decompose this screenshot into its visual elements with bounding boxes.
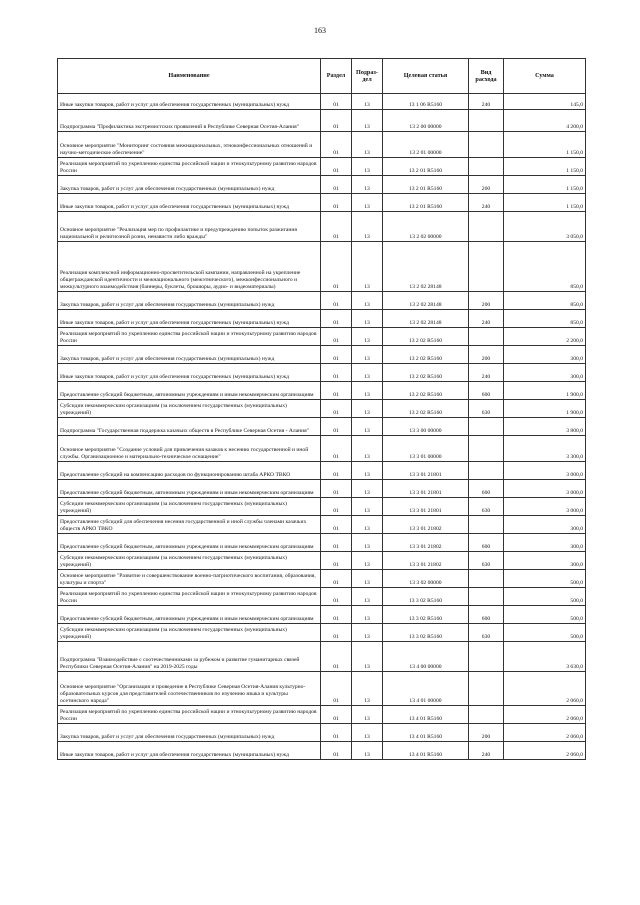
table-row xyxy=(58,212,586,242)
cell-subsection: 13 xyxy=(352,158,383,176)
cell-name: Закупка товаров, работ и услуг для обеспечения государственных (муниципальных) нужд xyxy=(58,292,321,310)
cell-target-article: 13 4 01 00000 xyxy=(383,672,469,706)
table-row xyxy=(58,552,586,570)
cell-subsection: 13 xyxy=(352,498,383,516)
table-row xyxy=(58,242,586,292)
cell-expense-type: 600 xyxy=(469,606,504,624)
cell-name: Иные закупки товаров, работ и услуг для обеспечения государственных (муниципальных) нужд xyxy=(58,364,321,382)
cell-subsection: 13 xyxy=(352,724,383,742)
cell-target-article: 13 2 02 R5160 xyxy=(383,328,469,346)
cell-name: Предоставление субсидий бюджетным, автономным учреждениям и иным некоммерческим организациям xyxy=(58,534,321,552)
cell-amount: 300,0 xyxy=(504,516,586,534)
cell-section: 01 xyxy=(321,158,352,176)
cell-amount: 1 900,0 xyxy=(504,400,586,418)
cell-name: Субсидии некоммерческим организациям (за исключением государственных (муниципальных) учреждений) xyxy=(58,624,321,642)
cell-expense-type xyxy=(469,436,504,462)
cell-target-article: 13 3 01 21801 xyxy=(383,498,469,516)
table-row xyxy=(58,310,586,328)
cell-subsection: 13 xyxy=(352,110,383,132)
table-row xyxy=(58,400,586,418)
table-row xyxy=(58,516,586,534)
cell-amount: 500,0 xyxy=(504,624,586,642)
cell-section: 01 xyxy=(321,588,352,606)
table-row xyxy=(58,382,586,400)
cell-amount: 2 200,0 xyxy=(504,328,586,346)
cell-name: Реализация мероприятий по укреплению единства российской нации и этнокультурному развитию народов России xyxy=(58,588,321,606)
cell-name: Предоставление субсидий бюджетным, автономным учреждениям и иным некоммерческим организациям xyxy=(58,606,321,624)
cell-target-article: 13 2 02 28148 xyxy=(383,242,469,292)
cell-amount: 850,0 xyxy=(504,292,586,310)
cell-name: Иные закупки товаров, работ и услуг для обеспечения государственных (муниципальных) нужд xyxy=(58,194,321,212)
cell-subsection: 13 xyxy=(352,364,383,382)
header-subsection: Подраз-дел xyxy=(352,59,383,94)
cell-target-article: 13 3 02 R5160 xyxy=(383,624,469,642)
cell-section: 01 xyxy=(321,176,352,194)
cell-subsection: 13 xyxy=(352,94,383,110)
cell-amount: 3 000,0 xyxy=(504,480,586,498)
cell-subsection: 13 xyxy=(352,310,383,328)
cell-expense-type xyxy=(469,132,504,158)
cell-expense-type: 630 xyxy=(469,498,504,516)
cell-name: Иные закупки товаров, работ и услуг для обеспечения государственных (муниципальных) нужд xyxy=(58,310,321,328)
cell-expense-type: 630 xyxy=(469,552,504,570)
cell-expense-type: 200 xyxy=(469,292,504,310)
table-row xyxy=(58,328,586,346)
table-row xyxy=(58,176,586,194)
cell-name: Предоставление субсидий на компенсацию расходов по функционированию штаба АРКО ТВКО xyxy=(58,462,321,480)
table-row xyxy=(58,742,586,760)
cell-amount: 850,0 xyxy=(504,310,586,328)
header-section: Раздел xyxy=(321,59,352,94)
cell-section: 01 xyxy=(321,606,352,624)
header-expense-type: Вид расхода xyxy=(469,59,504,94)
table-row xyxy=(58,292,586,310)
table-row xyxy=(58,570,586,588)
page-number: 163 xyxy=(314,26,326,35)
header-name: Наименование xyxy=(58,59,321,94)
cell-target-article: 13 4 01 R5160 xyxy=(383,742,469,760)
cell-expense-type: 240 xyxy=(469,194,504,212)
cell-amount: 1 150,0 xyxy=(504,158,586,176)
table-row xyxy=(58,706,586,724)
cell-section: 01 xyxy=(321,364,352,382)
cell-name: Субсидии некоммерческим организациям (за исключением государственных (муниципальных) учреждений) xyxy=(58,498,321,516)
cell-subsection: 13 xyxy=(352,588,383,606)
cell-section: 01 xyxy=(321,480,352,498)
table-header-row xyxy=(58,59,586,94)
cell-expense-type: 240 xyxy=(469,310,504,328)
cell-amount: 3 800,0 xyxy=(504,418,586,436)
cell-subsection: 13 xyxy=(352,328,383,346)
cell-expense-type: 200 xyxy=(469,176,504,194)
table-row xyxy=(58,418,586,436)
cell-target-article: 13 3 01 21801 xyxy=(383,462,469,480)
cell-target-article: 13 2 02 28148 xyxy=(383,292,469,310)
table-row xyxy=(58,588,586,606)
cell-amount: 1 150,0 xyxy=(504,176,586,194)
cell-expense-type xyxy=(469,642,504,672)
cell-amount: 2 060,0 xyxy=(504,672,586,706)
cell-amount: 2 060,0 xyxy=(504,742,586,760)
cell-section: 01 xyxy=(321,462,352,480)
cell-target-article: 13 3 02 R5160 xyxy=(383,606,469,624)
cell-subsection: 13 xyxy=(352,516,383,534)
cell-name: Иные закупки товаров, работ и услуг для обеспечения государственных (муниципальных) нужд xyxy=(58,742,321,760)
cell-name: Основное мероприятие "Организация и проведение в Республике Северная Осетия-Алания культурно-образовательных курсов для представителей соотечественников по изучению языка и культуры осетинского народа" xyxy=(58,672,321,706)
cell-subsection: 13 xyxy=(352,382,383,400)
cell-expense-type xyxy=(469,706,504,724)
cell-section: 01 xyxy=(321,242,352,292)
cell-section: 01 xyxy=(321,672,352,706)
cell-subsection: 13 xyxy=(352,624,383,642)
cell-section: 01 xyxy=(321,382,352,400)
table-row xyxy=(58,624,586,642)
table-row xyxy=(58,346,586,364)
cell-expense-type: 200 xyxy=(469,724,504,742)
cell-amount: 4 200,0 xyxy=(504,110,586,132)
table-row xyxy=(58,606,586,624)
cell-amount: 850,0 xyxy=(504,242,586,292)
cell-subsection: 13 xyxy=(352,672,383,706)
cell-target-article: 13 3 01 21801 xyxy=(383,480,469,498)
cell-section: 01 xyxy=(321,642,352,672)
cell-name: Закупка товаров, работ и услуг для обеспечения государственных (муниципальных) нужд xyxy=(58,724,321,742)
cell-section: 01 xyxy=(321,498,352,516)
cell-section: 01 xyxy=(321,310,352,328)
cell-name: Закупка товаров, работ и услуг для обеспечения государственных (муниципальных) нужд xyxy=(58,346,321,364)
cell-target-article: 13 2 01 R5160 xyxy=(383,158,469,176)
cell-section: 01 xyxy=(321,400,352,418)
cell-name: Предоставление субсидий бюджетным, автономным учреждениям и иным некоммерческим организациям xyxy=(58,382,321,400)
header-amount: Сумма xyxy=(504,59,586,94)
cell-target-article: 13 4 00 00000 xyxy=(383,642,469,672)
cell-section: 01 xyxy=(321,570,352,588)
table-row xyxy=(58,364,586,382)
cell-expense-type: 240 xyxy=(469,94,504,110)
cell-section: 01 xyxy=(321,132,352,158)
cell-target-article: 13 3 02 R5160 xyxy=(383,588,469,606)
cell-name: Основное мероприятие "Развитие и совершенствование военно-патриотического воспитания, образования, культуры и спорта" xyxy=(58,570,321,588)
cell-expense-type: 200 xyxy=(469,346,504,364)
cell-amount: 1 150,0 xyxy=(504,194,586,212)
table-row xyxy=(58,480,586,498)
cell-subsection: 13 xyxy=(352,176,383,194)
cell-target-article: 13 4 01 R5160 xyxy=(383,724,469,742)
cell-amount: 300,0 xyxy=(504,364,586,382)
cell-name: Подпрограмма "Государственная поддержка казачьих обществ в Республике Северная Осетия - Алания" xyxy=(58,418,321,436)
cell-section: 01 xyxy=(321,552,352,570)
cell-subsection: 13 xyxy=(352,436,383,462)
cell-name: Субсидии некоммерческим организациям (за исключением государственных (муниципальных) учреждений) xyxy=(58,552,321,570)
cell-amount: 300,0 xyxy=(504,346,586,364)
cell-expense-type: 630 xyxy=(469,624,504,642)
cell-amount: 1 150,0 xyxy=(504,132,586,158)
cell-section: 01 xyxy=(321,194,352,212)
table-row xyxy=(58,672,586,706)
cell-amount: 3 000,0 xyxy=(504,462,586,480)
cell-section: 01 xyxy=(321,94,352,110)
cell-amount: 3 300,0 xyxy=(504,436,586,462)
cell-target-article: 13 3 01 21802 xyxy=(383,534,469,552)
cell-section: 01 xyxy=(321,534,352,552)
cell-expense-type xyxy=(469,242,504,292)
cell-name: Реализация мероприятий по укреплению единства российской нации и этнокультурному развитию народов России xyxy=(58,328,321,346)
table-row xyxy=(58,724,586,742)
cell-subsection: 13 xyxy=(352,400,383,418)
cell-expense-type xyxy=(469,328,504,346)
cell-target-article: 13 2 02 R5160 xyxy=(383,346,469,364)
cell-section: 01 xyxy=(321,724,352,742)
cell-subsection: 13 xyxy=(352,552,383,570)
table-row xyxy=(58,194,586,212)
cell-target-article: 13 2 02 R5160 xyxy=(383,364,469,382)
cell-amount: 2 060,0 xyxy=(504,724,586,742)
cell-expense-type xyxy=(469,158,504,176)
cell-target-article: 13 2 00 00000 xyxy=(383,110,469,132)
cell-name: Реализация мероприятий по укреплению единства российской нации и этнокультурному развитию народов России xyxy=(58,706,321,724)
cell-subsection: 13 xyxy=(352,480,383,498)
cell-expense-type xyxy=(469,588,504,606)
cell-section: 01 xyxy=(321,706,352,724)
cell-target-article: 13 3 02 00000 xyxy=(383,570,469,588)
cell-section: 01 xyxy=(321,292,352,310)
table-row xyxy=(58,94,586,110)
cell-subsection: 13 xyxy=(352,742,383,760)
cell-subsection: 13 xyxy=(352,242,383,292)
cell-expense-type xyxy=(469,212,504,242)
cell-name: Иные закупки товаров, работ и услуг для обеспечения государственных (муниципальных) нужд xyxy=(58,94,321,110)
cell-name: Предоставление субсидий для обеспечения несения государственной и иной службы членами казачьих обществ АРКО ТВКО xyxy=(58,516,321,534)
cell-amount: 500,0 xyxy=(504,570,586,588)
cell-subsection: 13 xyxy=(352,570,383,588)
cell-section: 01 xyxy=(321,110,352,132)
cell-target-article: 13 2 02 28148 xyxy=(383,310,469,328)
cell-expense-type: 240 xyxy=(469,742,504,760)
cell-expense-type: 630 xyxy=(469,400,504,418)
cell-target-article: 13 3 01 00000 xyxy=(383,436,469,462)
cell-expense-type xyxy=(469,462,504,480)
cell-name: Реализация комплексной информационно-просветительской кампании, направленной на укрепление общегражданской идентичности и межнационального (межэтнического), межконфессионального и межкультурного взаимодействия (баннеры, буклеты, брошюры, аудио- и видеоматериалы) xyxy=(58,242,321,292)
cell-name: Подпрограмма "Профилактика экстремистских проявлений в Республике Северная Осетия-Алания" xyxy=(58,110,321,132)
cell-name: Реализация мероприятий по укреплению единства российской нации и этнокультурному развитию народов России xyxy=(58,158,321,176)
cell-subsection: 13 xyxy=(352,132,383,158)
table-row xyxy=(58,158,586,176)
cell-section: 01 xyxy=(321,624,352,642)
cell-target-article: 13 2 01 R5160 xyxy=(383,194,469,212)
cell-target-article: 13 1 06 R5160 xyxy=(383,94,469,110)
budget-table xyxy=(57,58,586,760)
cell-subsection: 13 xyxy=(352,346,383,364)
cell-subsection: 13 xyxy=(352,292,383,310)
cell-amount: 500,0 xyxy=(504,606,586,624)
cell-expense-type xyxy=(469,672,504,706)
cell-amount: 3 000,0 xyxy=(504,498,586,516)
cell-name: Основное мероприятие "Реализация мер по профилактике и предупреждению попыток разжигания национальной и религиозной розни, ненависти либо вражды" xyxy=(58,212,321,242)
cell-target-article: 13 4 01 R5160 xyxy=(383,706,469,724)
table-row xyxy=(58,110,586,132)
cell-name: Субсидии некоммерческим организациям (за исключением государственных (муниципальных) учреждений) xyxy=(58,400,321,418)
cell-subsection: 13 xyxy=(352,706,383,724)
cell-name: Основное мероприятие "Создание условий для привлечения казаков к несению государственной и иной службы. Организационное и материально-техническое оснащение" xyxy=(58,436,321,462)
cell-section: 01 xyxy=(321,346,352,364)
cell-amount: 1 900,0 xyxy=(504,382,586,400)
cell-subsection: 13 xyxy=(352,534,383,552)
cell-target-article: 13 3 00 00000 xyxy=(383,418,469,436)
cell-section: 01 xyxy=(321,418,352,436)
cell-expense-type: 600 xyxy=(469,534,504,552)
cell-section: 01 xyxy=(321,516,352,534)
table-row xyxy=(58,132,586,158)
cell-subsection: 13 xyxy=(352,606,383,624)
cell-amount: 145,0 xyxy=(504,94,586,110)
cell-target-article: 13 2 01 00000 xyxy=(383,132,469,158)
cell-name: Подпрограмма "Взаимодействие с соотечественниками за рубежом и развитие гуманитарных связей Республики Северная Осетия-Алания" на 2019-2025 годы xyxy=(58,642,321,672)
table-row xyxy=(58,498,586,516)
table-row xyxy=(58,462,586,480)
cell-expense-type: 600 xyxy=(469,382,504,400)
cell-expense-type xyxy=(469,516,504,534)
cell-subsection: 13 xyxy=(352,642,383,672)
cell-section: 01 xyxy=(321,328,352,346)
cell-subsection: 13 xyxy=(352,212,383,242)
cell-target-article: 13 2 02 00000 xyxy=(383,212,469,242)
cell-expense-type xyxy=(469,570,504,588)
cell-section: 01 xyxy=(321,436,352,462)
cell-name: Предоставление субсидий бюджетным, автономным учреждениям и иным некоммерческим организациям xyxy=(58,480,321,498)
cell-amount: 3 630,0 xyxy=(504,642,586,672)
cell-amount: 3 050,0 xyxy=(504,212,586,242)
cell-target-article: 13 2 01 R5160 xyxy=(383,176,469,194)
cell-expense-type xyxy=(469,418,504,436)
cell-section: 01 xyxy=(321,212,352,242)
cell-expense-type: 600 xyxy=(469,480,504,498)
cell-target-article: 13 3 01 21802 xyxy=(383,552,469,570)
cell-amount: 300,0 xyxy=(504,534,586,552)
cell-expense-type: 240 xyxy=(469,364,504,382)
cell-expense-type xyxy=(469,110,504,132)
cell-name: Основное мероприятие "Мониторинг состояния межнациональных, этноконфессиональных отношений и научно-методическое обеспечение" xyxy=(58,132,321,158)
table-row xyxy=(58,534,586,552)
table-row xyxy=(58,436,586,462)
cell-subsection: 13 xyxy=(352,194,383,212)
cell-subsection: 13 xyxy=(352,418,383,436)
cell-target-article: 13 2 02 R5160 xyxy=(383,400,469,418)
table-body xyxy=(58,94,586,760)
table-row xyxy=(58,642,586,672)
header-target-article: Целевая статья xyxy=(383,59,469,94)
cell-name: Закупка товаров, работ и услуг для обеспечения государственных (муниципальных) нужд xyxy=(58,176,321,194)
cell-amount: 2 060,0 xyxy=(504,706,586,724)
cell-section: 01 xyxy=(321,742,352,760)
cell-subsection: 13 xyxy=(352,462,383,480)
cell-amount: 500,0 xyxy=(504,588,586,606)
cell-amount: 300,0 xyxy=(504,552,586,570)
cell-target-article: 13 2 02 R5160 xyxy=(383,382,469,400)
cell-target-article: 13 3 01 21802 xyxy=(383,516,469,534)
